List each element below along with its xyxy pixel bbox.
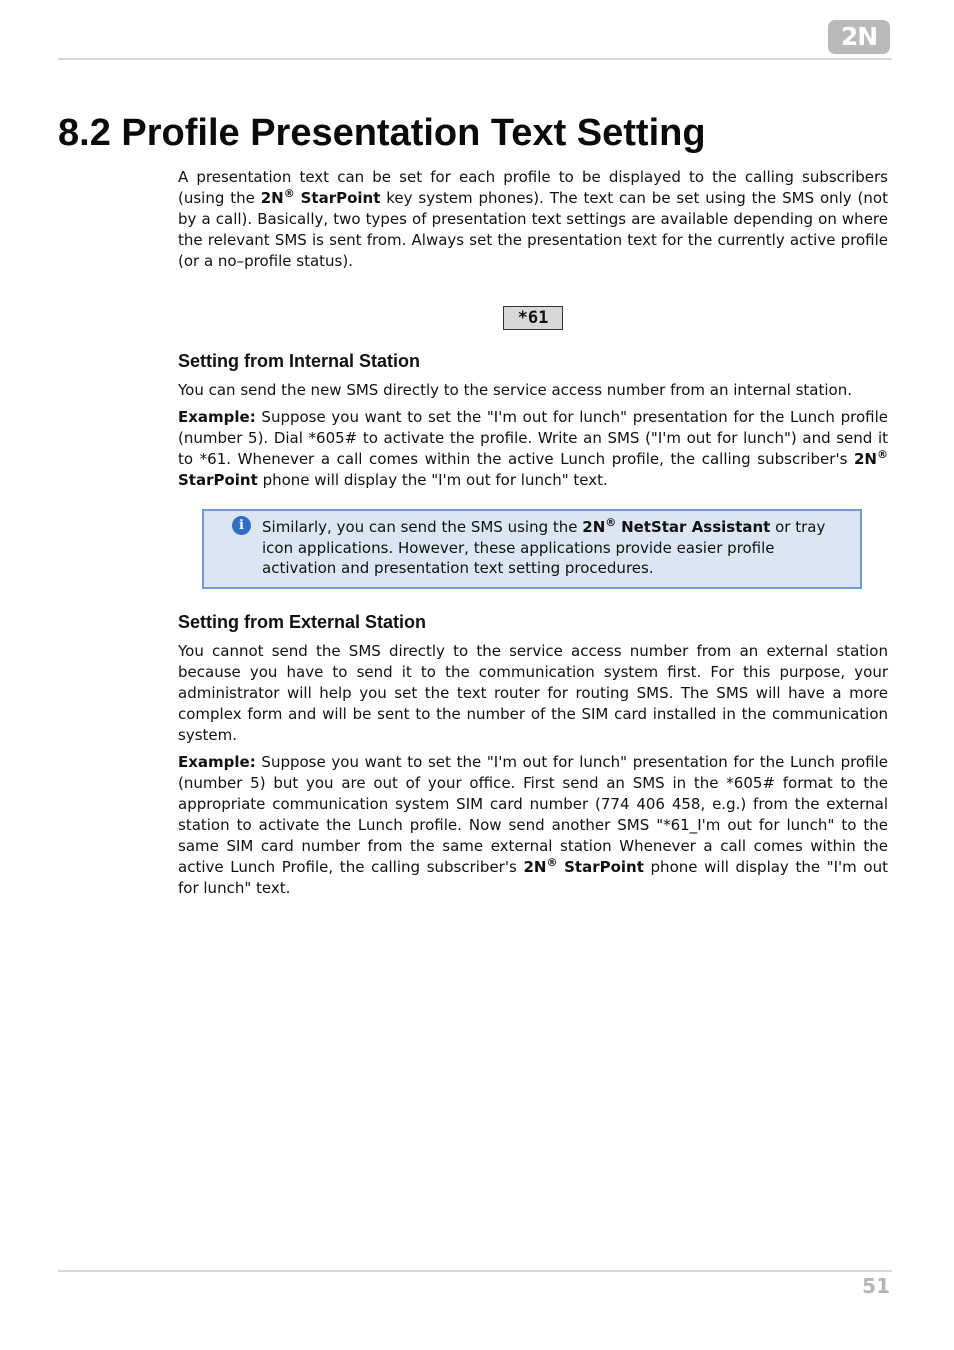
external-station-paragraph: You cannot send the SMS directly to the service access number from an external station because you have to send it to the communication system first. For this purpose, your administrator will help you set the text router for routing SMS. The SMS will have a more complex form and will be sent to the number of the SIM card installed in the communication system. <box>178 641 888 744</box>
info-note-text: Similarly, you can send the SMS using the 2N® NetStar Assistant or tray icon applications. However, these applications provide easier profile activation and presentation text setting procedures. <box>262 516 826 577</box>
page-number: 51 <box>862 1274 890 1298</box>
page-title: 8.2 Profile Presentation Text Setting <box>58 112 706 154</box>
footer-rule <box>58 1270 892 1272</box>
header-rule <box>58 58 892 60</box>
internal-station-heading: Setting from Internal Station <box>178 351 421 371</box>
2n-logo: 2N <box>828 20 890 54</box>
internal-example-paragraph: Example: Suppose you want to set the "I'm out for lunch" presentation for the Lunch profile (number 5). Dial *605# to activate the profile. Write an SMS ("I'm out for lunch") and send it to *61. Whenever a call comes within the active Lunch profile, the calling subscriber's 2N® StarPoint phone will display the "I'm out for lunch" text. <box>178 408 888 489</box>
internal-station-paragraph: You can send the new SMS directly to the service access number from an internal station. <box>178 381 852 399</box>
main-content <box>178 167 888 899</box>
external-station-heading: Setting from External Station <box>178 611 427 632</box>
info-icon: i <box>232 516 251 535</box>
info-note <box>202 509 862 589</box>
service-code: *61 <box>503 306 564 330</box>
intro-paragraph: A presentation text can be set for each profile to be displayed to the calling subscribers (using the 2N® StarPoint key system phones). The text can be set using the SMS only (not by a call). Basically, two types of presentation text settings are available depending on where the relevant SMS is sent from. Always set the presentation text for the currently active profile (or a no–profile status). <box>178 168 888 270</box>
external-example-paragraph: Example: Suppose you want to set the "I'm out for lunch" presentation for the Lunch profile (number 5) but you are out of your office. First send an SMS in the *605# format to the appropriate communication system SIM card number (774 406 458, e.g.) from the external station to activate the Lunch profile. Now send another SMS "*61_I'm out for lunch" to the same SIM card number from the same external station Whenever a call comes within the active Lunch Profile, the calling subscriber's 2N® StarPoint phone will display the "I'm out for lunch" text. <box>178 752 888 897</box>
code-block <box>178 306 888 330</box>
